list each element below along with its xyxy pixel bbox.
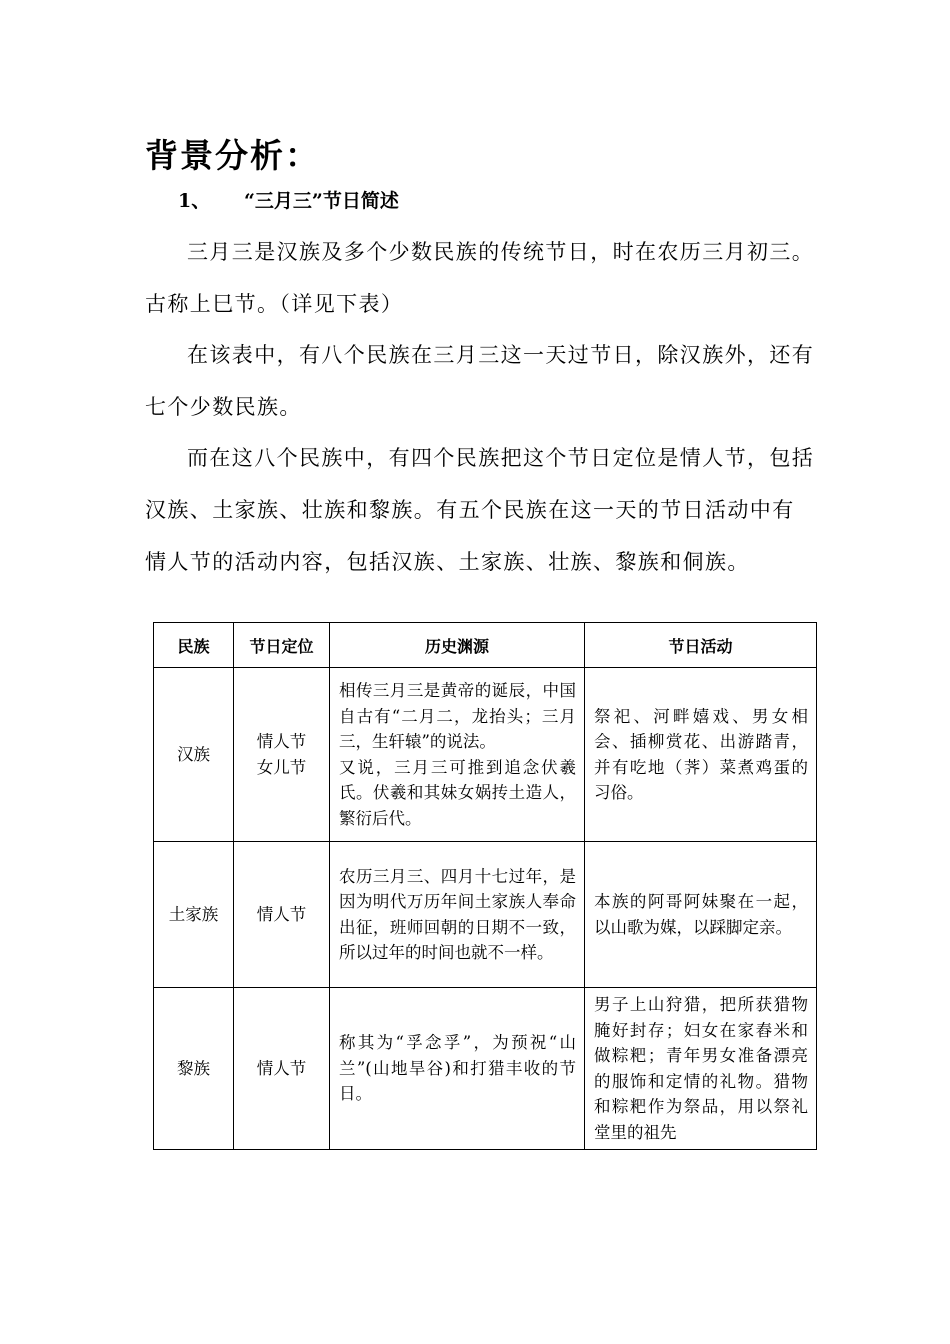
origin-line: 农历三月三、四月十七过年，是因为明代万历年间土家族人奉命出征，班师回朝的日期不一致，所以过年的时间也就不一样。	[339, 866, 576, 962]
paragraph-2	[145, 329, 815, 433]
cell-ethnic: 汉族	[154, 668, 234, 842]
section-heading	[178, 186, 399, 213]
cell-position	[234, 988, 330, 1150]
paragraph-3-text: 而在这八个民族中，有四个民族把这个节日定位是情人节，包括汉族、土家族、壮族和黎族。有五个民族在这一天的节日活动中有情人节的活动内容，包括汉族、土家族、壮族、黎族和侗族。	[145, 446, 815, 574]
origin-line: 又说，三月三可推到追念伏羲氏。伏羲和其妹女娲抟土造人，繁衍后代。	[339, 757, 576, 828]
cell-position	[234, 842, 330, 988]
table-header-row	[154, 623, 817, 668]
header-position: 节日定位	[234, 623, 330, 668]
paragraph-1-text: 三月三是汉族及多个少数民族的传统节日，时在农历三月初三。 古称上巳节。（详见下表）	[145, 240, 815, 316]
origin-line: 相传三月三是黄帝的诞辰，中国自古有“二月二，龙抬头；三月三，生轩辕”的说法。	[339, 681, 576, 751]
cell-activities: 男子上山狩猎，把所获猎物腌好封存；妇女在家舂米和做粽粑；青年男女准备漂亮的服饰和定情的礼物。猎物和粽粑作为祭品，用以祭礼堂里的祖先	[585, 988, 817, 1150]
section-number: 1、	[178, 190, 211, 212]
header-ethnic: 民族	[154, 623, 234, 668]
section-title: “三月三”节日简述	[244, 190, 399, 212]
cell-ethnic: 土家族	[154, 842, 234, 988]
cell-origin	[330, 668, 585, 842]
table-row	[154, 988, 817, 1150]
paragraph-2-text: 在该表中，有八个民族在三月三这一天过节日，除汉族外，还有七个少数民族。	[145, 343, 815, 419]
cell-origin	[330, 842, 585, 988]
header-activities: 节日活动	[585, 623, 817, 668]
cell-origin	[330, 988, 585, 1150]
position-line: 女儿节	[256, 757, 307, 777]
cell-position	[234, 668, 330, 842]
cell-activities: 本族的阿哥阿妹聚在一起，以山歌为媒，以踩脚定亲。	[585, 842, 817, 988]
cell-activities: 祭祀、河畔嬉戏、男女相会、插柳赏花、出游踏青， 并有吃地（荠）菜煮鸡蛋的习俗。	[585, 668, 817, 842]
header-origin: 历史渊源	[330, 623, 585, 668]
position-line: 情人节	[256, 1058, 307, 1078]
origin-line: 称其为“孚念孚”，为预祝“山兰”(山地旱谷)和打猎丰收的节日。	[339, 1033, 576, 1104]
festival-table	[153, 622, 817, 1150]
table-row	[154, 668, 817, 842]
paragraph-3	[145, 432, 815, 588]
paragraph-1	[145, 226, 815, 330]
position-line: 情人节	[256, 731, 307, 751]
page-title: 背景分析：	[145, 136, 320, 175]
table-row	[154, 842, 817, 988]
position-line: 情人节	[256, 904, 307, 924]
cell-ethnic: 黎族	[154, 988, 234, 1150]
